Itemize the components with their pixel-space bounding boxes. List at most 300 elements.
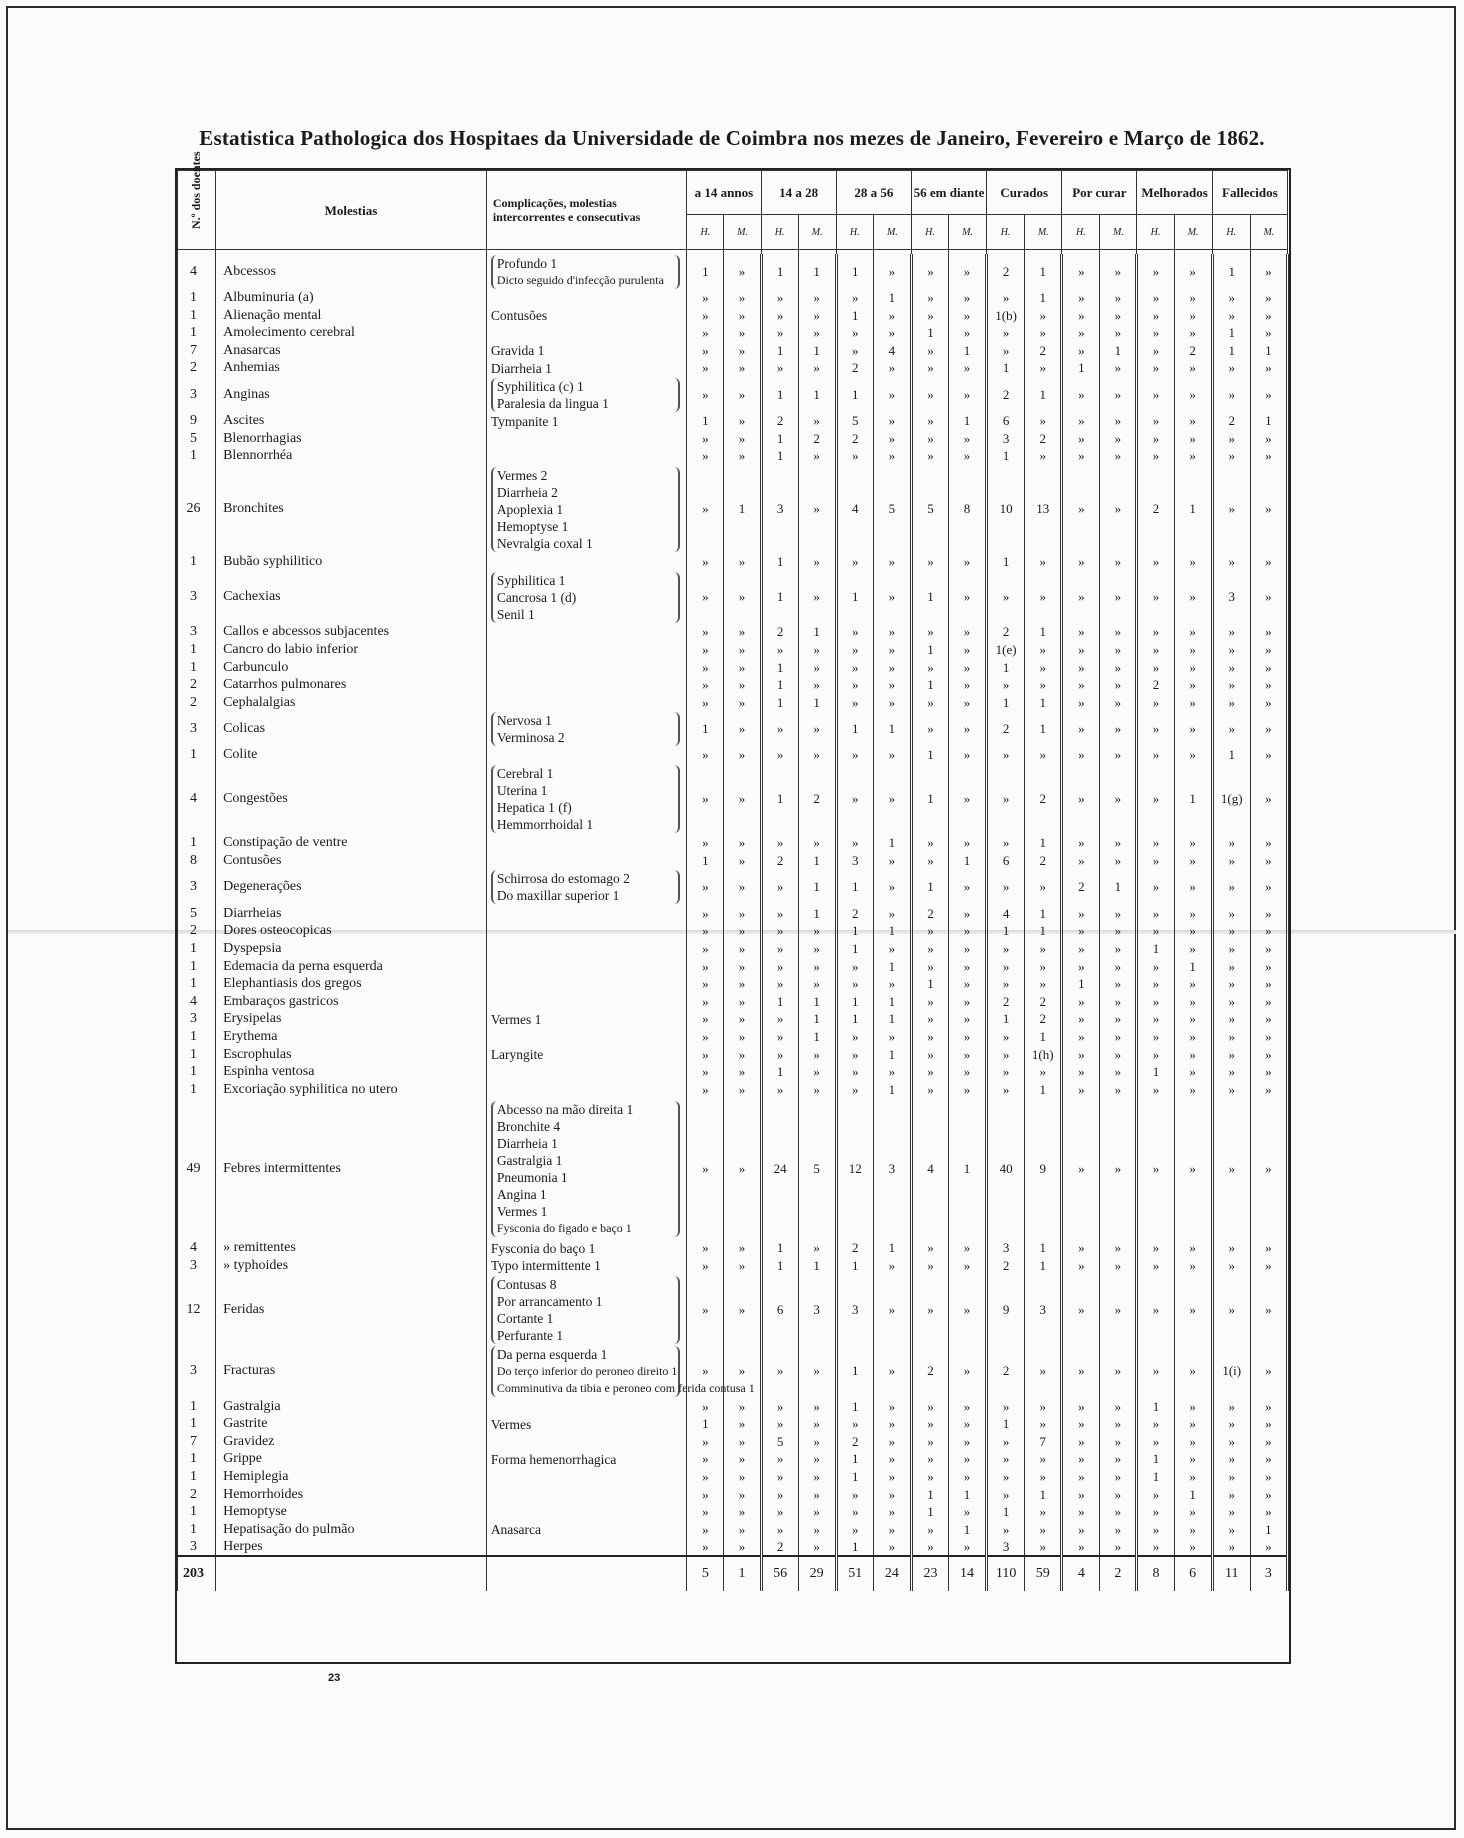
cell-value: »: [836, 1046, 873, 1064]
cell-molestia: Catarrhos pulmonares: [216, 676, 487, 694]
cell-complicacoes: [486, 1538, 687, 1556]
cell-value: »: [1100, 1063, 1137, 1081]
cell-n-doentes: 1: [178, 1521, 216, 1539]
table-row: [178, 975, 1288, 993]
cell-complicacoes: [486, 1028, 687, 1046]
complication-line: Laryngite: [490, 1047, 544, 1063]
cell-value: »: [949, 870, 987, 905]
cell-value: 1: [1174, 958, 1212, 976]
cell-value: »: [724, 1345, 761, 1398]
cell-value: »: [761, 641, 798, 659]
cell-value: 1: [761, 1063, 798, 1081]
cell-value: »: [798, 307, 836, 325]
cell-value: »: [836, 835, 873, 853]
complication-line: Syphilitica (c) 1: [496, 378, 584, 394]
cell-value: »: [761, 711, 798, 746]
cell-value: »: [687, 289, 724, 307]
cell-value: 2: [911, 905, 948, 923]
cell-value: 1: [761, 1257, 798, 1275]
cell-n-doentes: 2: [178, 360, 216, 378]
cell-value: »: [724, 342, 761, 360]
cell-value: »: [873, 1503, 911, 1521]
cell-value: »: [1174, 571, 1212, 624]
cell-value: »: [798, 1081, 836, 1099]
cell-value: »: [873, 870, 911, 905]
cell-n-doentes: 5: [178, 430, 216, 448]
cell-molestia: Hemorrhoides: [216, 1486, 487, 1504]
cell-value: »: [761, 1345, 798, 1398]
cell-value: »: [1137, 1081, 1174, 1099]
cell-value: 1: [1025, 905, 1062, 923]
table-row: [178, 993, 1288, 1011]
table-row: [178, 1538, 1288, 1556]
cell-value: 2: [1174, 342, 1212, 360]
cell-value: »: [1062, 1345, 1100, 1398]
header-m-4: M.: [1025, 215, 1062, 250]
cell-value: »: [1137, 307, 1174, 325]
cell-value: »: [911, 553, 948, 571]
page-number: 23: [328, 1672, 341, 1684]
cell-value: »: [949, 923, 987, 941]
cell-molestia: Dyspepsia: [216, 940, 487, 958]
cell-molestia: Blennorrhéa: [216, 448, 487, 466]
cell-value: »: [724, 1046, 761, 1064]
complication-line: Gravida 1: [490, 343, 545, 359]
cell-value: »: [949, 624, 987, 642]
complication-line: Fysconia do baço 1: [490, 1240, 596, 1256]
cell-value: »: [1174, 448, 1212, 466]
complication-line: Anasarca: [490, 1522, 542, 1538]
cell-n-doentes: 3: [178, 624, 216, 642]
cell-molestia: Grippe: [216, 1451, 487, 1469]
cell-value: »: [724, 1063, 761, 1081]
cell-value: »: [687, 360, 724, 378]
cell-value: »: [1250, 1468, 1287, 1486]
cell-value: 1: [798, 905, 836, 923]
table-row: [178, 747, 1288, 765]
cell-molestia: Embaraços gastricos: [216, 993, 487, 1011]
cell-value: »: [1025, 1538, 1062, 1556]
cell-complicacoes: [486, 307, 687, 325]
cell-value: »: [836, 342, 873, 360]
cell-value: 1: [873, 1081, 911, 1099]
cell-value: »: [1250, 923, 1287, 941]
cell-value: »: [1137, 624, 1174, 642]
cell-value: »: [1174, 1081, 1212, 1099]
cell-n-doentes: 7: [178, 1433, 216, 1451]
total-value: 24: [873, 1556, 911, 1591]
cell-value: »: [1174, 870, 1212, 905]
cell-n-doentes: 4: [178, 254, 216, 289]
table-row: [178, 870, 1288, 905]
complication-line: Verminosa 2: [496, 730, 565, 746]
cell-value: »: [911, 1468, 948, 1486]
cell-value: »: [798, 571, 836, 624]
cell-complicacoes: [486, 1011, 687, 1029]
cell-value: »: [1100, 1503, 1137, 1521]
cell-n-doentes: 1: [178, 659, 216, 677]
cell-value: »: [911, 993, 948, 1011]
table-row: [178, 1503, 1288, 1521]
cell-value: »: [687, 676, 724, 694]
cell-value: »: [1062, 940, 1100, 958]
header-group-2: 28 a 56: [836, 171, 911, 215]
cell-value: »: [949, 641, 987, 659]
cell-value: 1: [687, 711, 724, 746]
cell-value: »: [724, 905, 761, 923]
cell-value: »: [724, 747, 761, 765]
cell-value: 2: [987, 711, 1025, 746]
cell-value: »: [911, 624, 948, 642]
cell-value: »: [1137, 1503, 1174, 1521]
cell-n-doentes: 1: [178, 958, 216, 976]
cell-value: »: [798, 1398, 836, 1416]
cell-value: »: [911, 1257, 948, 1275]
cell-value: »: [911, 711, 948, 746]
cell-value: »: [798, 465, 836, 553]
cell-value: »: [873, 324, 911, 342]
cell-value: »: [1250, 975, 1287, 993]
cell-value: »: [1137, 764, 1174, 834]
cell-complicacoes: [486, 1275, 687, 1345]
cell-value: 1: [836, 1468, 873, 1486]
cell-value: »: [873, 307, 911, 325]
cell-value: »: [949, 324, 987, 342]
cell-n-doentes: 26: [178, 465, 216, 553]
cell-complicacoes: [486, 659, 687, 677]
cell-value: »: [798, 940, 836, 958]
cell-value: »: [687, 1538, 724, 1556]
cell-n-doentes: 3: [178, 870, 216, 905]
cell-value: »: [1100, 465, 1137, 553]
table-row: [178, 571, 1288, 624]
cell-value: »: [1174, 852, 1212, 870]
cell-value: »: [949, 711, 987, 746]
cell-complicacoes: [486, 1099, 687, 1240]
cell-value: »: [1174, 975, 1212, 993]
table-row: [178, 1433, 1288, 1451]
cell-value: »: [1212, 553, 1250, 571]
cell-value: 1: [687, 1415, 724, 1433]
cell-value: »: [987, 1521, 1025, 1539]
cell-value: »: [1100, 1345, 1137, 1398]
header-m-5: M.: [1100, 215, 1137, 250]
cell-value: »: [987, 1046, 1025, 1064]
total-value: 5: [687, 1556, 724, 1591]
table-row: [178, 465, 1288, 553]
complication-line: Tympanite 1: [490, 413, 559, 429]
cell-molestia: Diarrheias: [216, 905, 487, 923]
cell-value: »: [873, 1415, 911, 1433]
cell-value: »: [1062, 993, 1100, 1011]
cell-value: »: [761, 1503, 798, 1521]
cell-value: »: [1100, 835, 1137, 853]
cell-value: »: [1212, 676, 1250, 694]
cell-value: »: [949, 1063, 987, 1081]
cell-molestia: Gravidez: [216, 1433, 487, 1451]
cell-value: 2: [761, 852, 798, 870]
cell-molestia: Elephantiasis dos gregos: [216, 975, 487, 993]
cell-value: »: [911, 1063, 948, 1081]
cell-molestia: Escrophulas: [216, 1046, 487, 1064]
cell-value: »: [761, 1415, 798, 1433]
cell-value: »: [687, 1275, 724, 1345]
cell-molestia: Hemoptyse: [216, 1503, 487, 1521]
cell-value: »: [687, 1468, 724, 1486]
cell-value: »: [724, 1239, 761, 1257]
complication-line: Cancrosa 1 (d): [496, 589, 577, 605]
cell-value: 1: [798, 624, 836, 642]
cell-n-doentes: 3: [178, 1257, 216, 1275]
cell-value: 1: [987, 694, 1025, 712]
cell-value: »: [1250, 360, 1287, 378]
cell-value: »: [1137, 412, 1174, 430]
cell-value: »: [687, 905, 724, 923]
cell-molestia: Blenorrhagias: [216, 430, 487, 448]
cell-complicacoes: [486, 940, 687, 958]
cell-value: »: [1250, 448, 1287, 466]
cell-molestia: Abcessos: [216, 254, 487, 289]
cell-value: 1: [1062, 975, 1100, 993]
cell-value: »: [836, 448, 873, 466]
cell-value: 1: [949, 342, 987, 360]
cell-value: »: [724, 553, 761, 571]
cell-value: 1: [836, 1538, 873, 1556]
cell-value: »: [949, 254, 987, 289]
cell-value: »: [1250, 993, 1287, 1011]
cell-value: »: [798, 1239, 836, 1257]
cell-value: »: [1062, 624, 1100, 642]
cell-value: 1: [987, 553, 1025, 571]
cell-value: 5: [911, 465, 948, 553]
cell-value: 2: [836, 1239, 873, 1257]
cell-value: 1: [798, 1011, 836, 1029]
complication-line: Do maxillar superior 1: [496, 888, 620, 904]
cell-molestia: Amolecimento cerebral: [216, 324, 487, 342]
cell-value: »: [1212, 923, 1250, 941]
cell-value: »: [873, 694, 911, 712]
cell-value: »: [873, 412, 911, 430]
cell-value: »: [724, 711, 761, 746]
cell-value: »: [987, 1451, 1025, 1469]
cell-value: »: [724, 571, 761, 624]
cell-value: 4: [987, 905, 1025, 923]
cell-value: »: [1062, 1486, 1100, 1504]
cell-value: »: [949, 1433, 987, 1451]
cell-value: »: [1100, 430, 1137, 448]
cell-value: 1: [873, 289, 911, 307]
cell-value: 1: [911, 870, 948, 905]
cell-value: »: [911, 1275, 948, 1345]
cell-value: »: [687, 1345, 724, 1398]
header-group-4: Curados: [987, 171, 1062, 215]
cell-value: »: [836, 747, 873, 765]
cell-value: »: [911, 923, 948, 941]
cell-value: »: [1137, 342, 1174, 360]
cell-value: »: [873, 1063, 911, 1081]
cell-value: »: [687, 1063, 724, 1081]
cell-value: 1: [1212, 324, 1250, 342]
cell-value: »: [873, 254, 911, 289]
cell-value: »: [798, 747, 836, 765]
cell-value: 1: [798, 254, 836, 289]
cell-value: »: [911, 412, 948, 430]
cell-value: »: [949, 975, 987, 993]
cell-value: 1: [949, 1486, 987, 1504]
cell-value: 1: [1062, 360, 1100, 378]
cell-molestia: Cachexias: [216, 571, 487, 624]
cell-value: 1: [798, 342, 836, 360]
cell-value: »: [798, 659, 836, 677]
cell-value: »: [1250, 870, 1287, 905]
cell-value: »: [1100, 1398, 1137, 1416]
cell-value: »: [1174, 659, 1212, 677]
cell-value: »: [1100, 641, 1137, 659]
total-row: [178, 1556, 1288, 1591]
cell-value: »: [1137, 1099, 1174, 1240]
cell-n-doentes: 1: [178, 1503, 216, 1521]
cell-value: 1: [761, 448, 798, 466]
cell-value: »: [1212, 1503, 1250, 1521]
cell-value: »: [987, 1398, 1025, 1416]
cell-value: 1: [1025, 624, 1062, 642]
cell-value: »: [911, 448, 948, 466]
cell-value: »: [687, 1046, 724, 1064]
cell-value: 4: [873, 342, 911, 360]
cell-value: »: [836, 641, 873, 659]
header-group-5: Por curar: [1062, 171, 1137, 215]
cell-value: 1: [1025, 1028, 1062, 1046]
cell-value: »: [1100, 1239, 1137, 1257]
cell-value: »: [1174, 940, 1212, 958]
cell-complicacoes: [486, 1468, 687, 1486]
cell-value: »: [761, 747, 798, 765]
cell-value: 1: [687, 412, 724, 430]
table-row: [178, 377, 1288, 412]
cell-value: »: [798, 1063, 836, 1081]
table-row: [178, 676, 1288, 694]
cell-value: 1: [1025, 254, 1062, 289]
cell-value: »: [836, 958, 873, 976]
cell-value: »: [1212, 958, 1250, 976]
cell-value: »: [1100, 975, 1137, 993]
cell-molestia: Contusões: [216, 852, 487, 870]
cell-value: »: [1100, 659, 1137, 677]
table-row: [178, 307, 1288, 325]
cell-value: 1: [836, 1011, 873, 1029]
cell-value: »: [949, 1011, 987, 1029]
cell-value: »: [724, 1257, 761, 1275]
cell-value: »: [1062, 1451, 1100, 1469]
cell-value: »: [1137, 993, 1174, 1011]
cell-molestia: Erysipelas: [216, 1011, 487, 1029]
cell-value: »: [911, 430, 948, 448]
complication-line: Abcesso na mão direita 1: [496, 1101, 634, 1117]
cell-value: »: [1062, 254, 1100, 289]
cell-value: »: [1100, 1081, 1137, 1099]
cell-complicacoes: [486, 958, 687, 976]
cell-value: »: [1100, 1099, 1137, 1240]
cell-complicacoes: [486, 360, 687, 378]
header-m-3: M.: [949, 215, 987, 250]
cell-value: »: [687, 1099, 724, 1240]
cell-value: »: [724, 1468, 761, 1486]
cell-value: »: [1137, 448, 1174, 466]
cell-value: 1(i): [1212, 1345, 1250, 1398]
cell-value: »: [1137, 1257, 1174, 1275]
cell-value: »: [724, 923, 761, 941]
cell-value: »: [1100, 289, 1137, 307]
cell-value: »: [1100, 1011, 1137, 1029]
cell-value: »: [1062, 659, 1100, 677]
table-row: [178, 1398, 1288, 1416]
complication-line: Paralesia da lingua 1: [496, 395, 609, 411]
cell-value: 1: [761, 694, 798, 712]
cell-value: »: [1100, 764, 1137, 834]
total-value: 14: [949, 1556, 987, 1591]
cell-value: »: [873, 747, 911, 765]
cell-value: 1: [687, 852, 724, 870]
cell-complicacoes: [486, 870, 687, 905]
cell-value: »: [687, 324, 724, 342]
cell-value: »: [836, 1503, 873, 1521]
cell-value: »: [1250, 1433, 1287, 1451]
cell-value: »: [1174, 1503, 1212, 1521]
cell-value: »: [724, 324, 761, 342]
cell-value: »: [1212, 711, 1250, 746]
cell-value: »: [724, 1433, 761, 1451]
cell-value: 1: [987, 923, 1025, 941]
cell-value: 1: [836, 711, 873, 746]
cell-value: »: [724, 448, 761, 466]
complication-line: Cortante 1: [496, 1310, 554, 1326]
cell-value: »: [911, 1239, 948, 1257]
cell-complicacoes: [486, 711, 687, 746]
cell-value: 1(h): [1025, 1046, 1062, 1064]
cell-value: »: [1174, 430, 1212, 448]
cell-value: »: [1137, 747, 1174, 765]
cell-value: 3: [987, 1239, 1025, 1257]
cell-value: »: [687, 1521, 724, 1539]
cell-value: »: [836, 1521, 873, 1539]
cell-value: »: [1025, 1063, 1062, 1081]
cell-value: »: [911, 1451, 948, 1469]
cell-value: »: [687, 1028, 724, 1046]
cell-value: »: [1250, 711, 1287, 746]
cell-complicacoes: [486, 1257, 687, 1275]
cell-value: »: [724, 852, 761, 870]
cell-value: »: [987, 975, 1025, 993]
cell-value: »: [761, 1011, 798, 1029]
table-row: [178, 448, 1288, 466]
cell-value: 1: [798, 852, 836, 870]
cell-complicacoes: [486, 571, 687, 624]
cell-value: »: [724, 659, 761, 677]
cell-value: »: [949, 835, 987, 853]
cell-value: »: [1062, 1011, 1100, 1029]
cell-value: 40: [987, 1099, 1025, 1240]
total-value: 1: [724, 1556, 761, 1591]
cell-complicacoes: [486, 694, 687, 712]
cell-value: »: [873, 571, 911, 624]
cell-value: »: [836, 553, 873, 571]
cell-value: »: [1174, 905, 1212, 923]
cell-value: »: [1100, 1521, 1137, 1539]
cell-value: »: [1100, 711, 1137, 746]
cell-value: »: [1212, 993, 1250, 1011]
cell-value: »: [1174, 1011, 1212, 1029]
complication-line: Senil 1: [496, 606, 535, 622]
